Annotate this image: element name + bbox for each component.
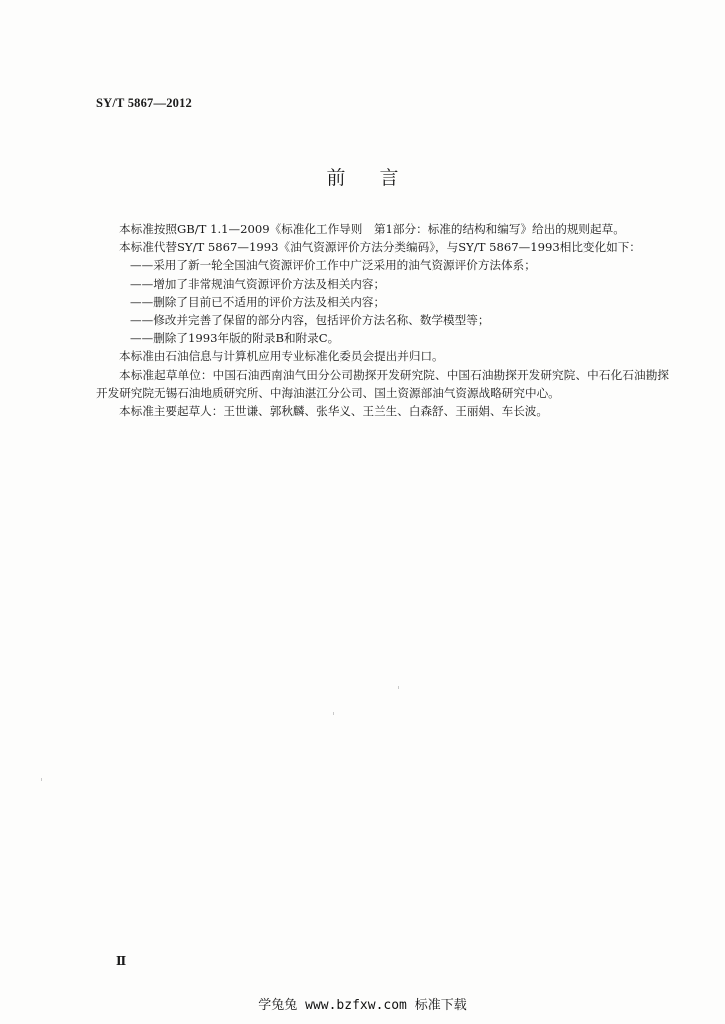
change-item: ——采用了新一轮全国油气资源评价工作中广泛采用的油气资源评价方法体系； bbox=[130, 258, 536, 273]
paragraph-drafters: 本标准主要起草人：王世谦、郭秋麟、张华义、王兰生、白森舒、王丽娟、车长波。 bbox=[119, 404, 548, 419]
paragraph-replacement: 本标准代替SY/T 5867—1993《油气资源评价方法分类编码》，与SY/T 5867—1993相比变化如下： bbox=[119, 240, 641, 255]
page-number: Ⅱ bbox=[116, 954, 127, 968]
standard-code: SY/T 5867—2012 bbox=[96, 96, 192, 110]
foreword-body bbox=[96, 220, 669, 420]
change-item: ——增加了非常规油气资源评价方法及相关内容； bbox=[130, 276, 386, 291]
paragraph-drafting-units: 本标准起草单位：中国石油西南油气田分公司勘探开发研究院、中国石油勘探开发研究院、中石化石油勘探开发研究院无锡石油地质研究所、中海油湛江分公司、国土资源部油气资源战略研究中心。 bbox=[96, 367, 669, 400]
scan-speck bbox=[41, 778, 42, 781]
paragraph-proposer: 本标准由石油信息与计算机应用专业标准化委员会提出并归口。 bbox=[119, 349, 444, 364]
change-item: ——删除了目前已不适用的评价方法及相关内容； bbox=[130, 294, 386, 309]
scan-speck bbox=[333, 712, 334, 715]
change-item: ——删除了1993年版的附录B和附录C。 bbox=[130, 331, 340, 346]
paragraph-drafting-rules: 本标准按照GB/T 1.1—2009《标准化工作导则 第1部分：标准的结构和编写》给出的规则起草。 bbox=[119, 222, 625, 236]
site-watermark: 学兔兔 www.bzfxw.com 标准下载 bbox=[258, 998, 467, 1013]
page-title: 前言 bbox=[326, 167, 433, 189]
scan-speck bbox=[398, 686, 399, 689]
change-item: ——修改并完善了保留的部分内容，包括评价方法名称、数学模型等； bbox=[130, 313, 490, 328]
